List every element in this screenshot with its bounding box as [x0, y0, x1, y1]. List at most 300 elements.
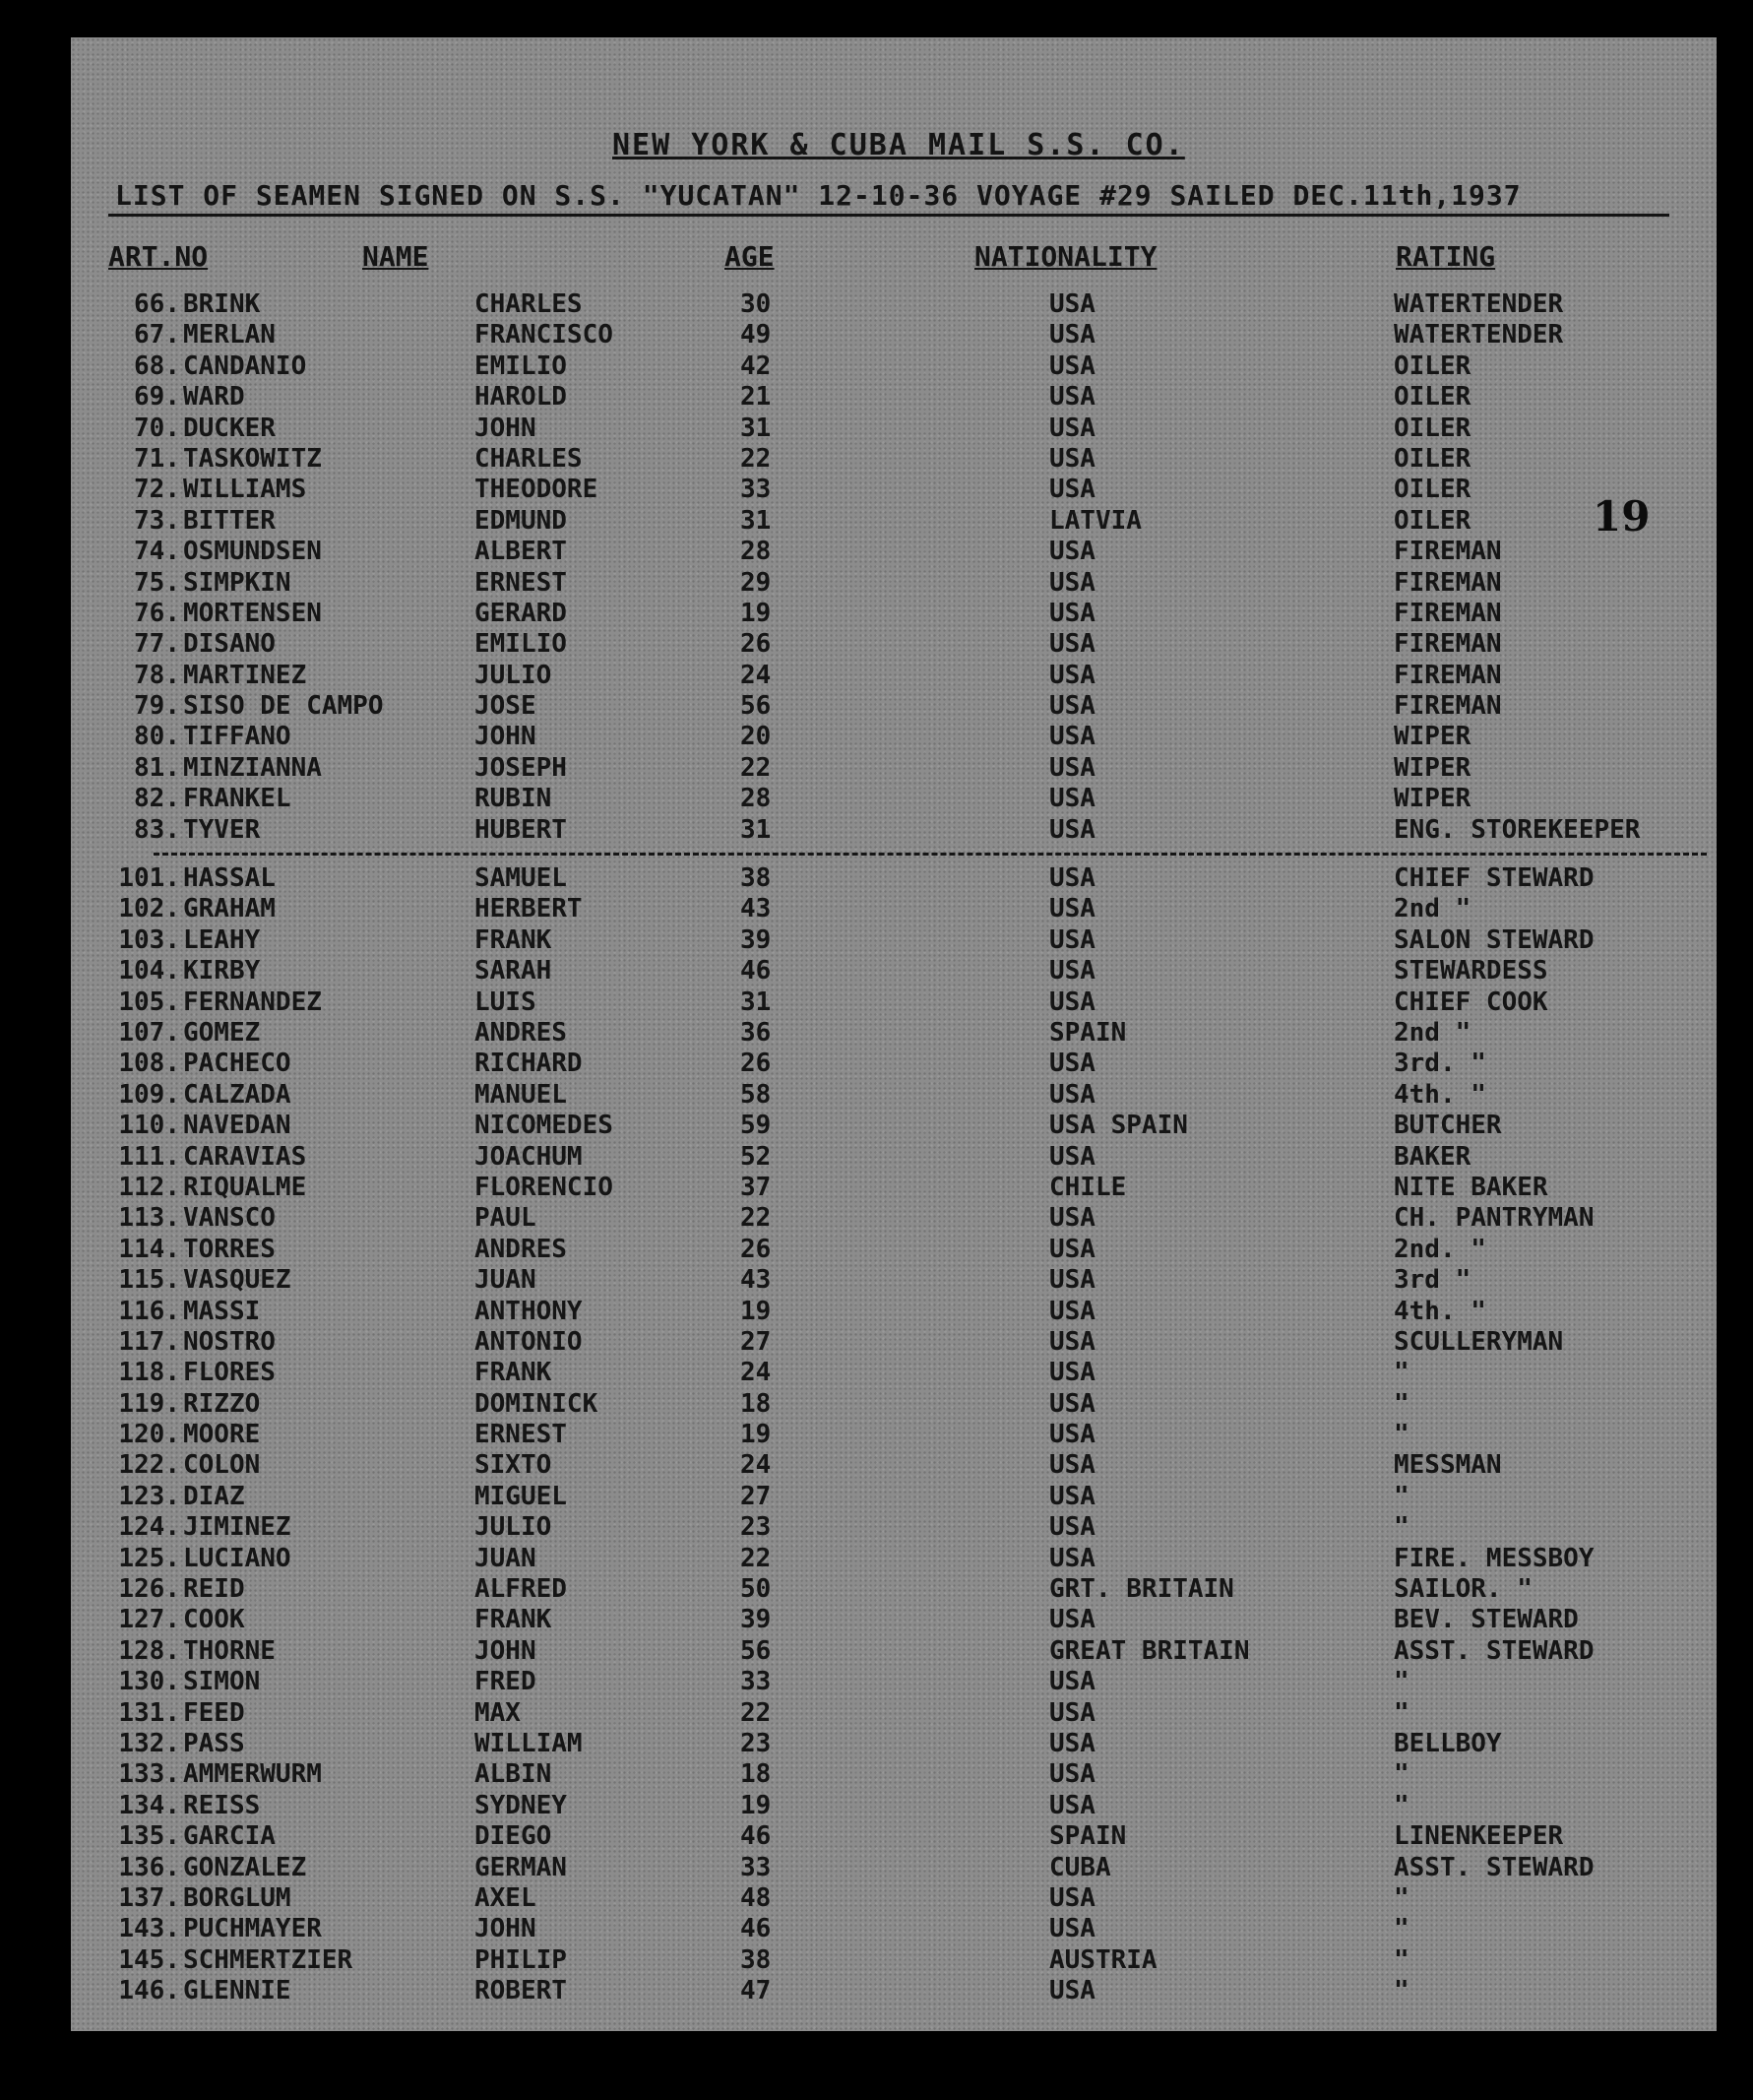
- list-row: [0, 289, 1753, 320]
- age-cell: 19: [740, 1790, 772, 1820]
- list-row: [0, 1821, 1753, 1852]
- nationality-cell: USA SPAIN: [1049, 1111, 1188, 1141]
- given-name-cell: WILLIAM: [474, 1728, 583, 1758]
- rating-cell: ": [1394, 1358, 1409, 1388]
- nationality-cell: AUSTRIA: [1049, 1944, 1158, 1975]
- nationality-cell: USA: [1049, 863, 1096, 894]
- age-cell: 33: [740, 475, 772, 505]
- nationality-cell: USA: [1049, 567, 1096, 598]
- nationality-cell: USA: [1049, 1728, 1096, 1758]
- given-name-cell: LUIS: [474, 986, 536, 1017]
- rating-cell: ": [1394, 1914, 1409, 1944]
- surname-cell: GOMEZ: [183, 1017, 261, 1048]
- art-no-cell: 67.: [134, 320, 180, 350]
- surname-cell: LEAHY: [183, 924, 261, 955]
- list-row: [0, 1018, 1753, 1049]
- col-head-age: AGE: [724, 240, 775, 273]
- surname-cell: THORNE: [183, 1635, 276, 1666]
- page-number: 19: [1593, 492, 1651, 541]
- surname-cell: SIMON: [183, 1667, 261, 1697]
- list-row: [0, 1945, 1753, 1976]
- given-name-cell: FRANK: [474, 924, 552, 955]
- nationality-cell: LATVIA: [1049, 505, 1142, 536]
- rating-cell: FIREMAN: [1394, 567, 1502, 598]
- nationality-cell: USA: [1049, 1203, 1096, 1234]
- age-cell: 50: [740, 1574, 772, 1605]
- surname-cell: GONZALEZ: [183, 1852, 307, 1882]
- rating-cell: FIREMAN: [1394, 537, 1502, 567]
- age-cell: 38: [740, 863, 772, 894]
- list-row: [0, 568, 1753, 599]
- art-no-cell: 66.: [134, 289, 180, 319]
- age-cell: 26: [740, 629, 772, 660]
- list-row: [0, 1173, 1753, 1203]
- nationality-cell: USA: [1049, 1605, 1096, 1635]
- rating-cell: 4th. ": [1394, 1296, 1486, 1326]
- rating-cell: FIREMAN: [1394, 629, 1502, 660]
- age-cell: 26: [740, 1234, 772, 1264]
- age-cell: 39: [740, 924, 772, 955]
- art-no-cell: 68.: [134, 350, 180, 381]
- nationality-cell: USA: [1049, 289, 1096, 319]
- age-cell: 58: [740, 1079, 772, 1110]
- list-row: [0, 1420, 1753, 1450]
- given-name-cell: FRANK: [474, 1605, 552, 1635]
- art-no-cell: 137.: [118, 1882, 180, 1913]
- age-cell: 56: [740, 1635, 772, 1666]
- given-name-cell: SAMUEL: [474, 863, 567, 894]
- nationality-cell: GRT. BRITAIN: [1049, 1574, 1234, 1605]
- list-row: [0, 599, 1753, 629]
- rating-cell: CHIEF COOK: [1394, 986, 1548, 1017]
- age-cell: 52: [740, 1141, 772, 1172]
- surname-cell: GRAHAM: [183, 894, 276, 924]
- list-row: [0, 1976, 1753, 2006]
- given-name-cell: JULIO: [474, 1512, 552, 1543]
- age-cell: 33: [740, 1852, 772, 1882]
- surname-cell: MERLAN: [183, 320, 276, 350]
- age-cell: 22: [740, 1697, 772, 1728]
- given-name-cell: AXEL: [474, 1882, 536, 1913]
- rating-cell: MESSMAN: [1394, 1450, 1502, 1481]
- art-no-cell: 71.: [134, 443, 180, 474]
- nationality-cell: USA: [1049, 1326, 1096, 1357]
- surname-cell: LUCIANO: [183, 1543, 291, 1573]
- rating-cell: BEV. STEWARD: [1394, 1605, 1579, 1635]
- rating-cell: ASST. STEWARD: [1394, 1635, 1595, 1666]
- surname-cell: TORRES: [183, 1234, 276, 1264]
- surname-cell: MINZIANNA: [183, 752, 322, 783]
- company-heading: NEW YORK & CUBA MAIL S.S. CO.: [612, 128, 1185, 162]
- list-row: [0, 537, 1753, 567]
- rating-cell: ": [1394, 1420, 1409, 1450]
- surname-cell: SCHMERTZIER: [183, 1944, 353, 1975]
- given-name-cell: GERARD: [474, 598, 567, 628]
- nationality-cell: GREAT BRITAIN: [1049, 1635, 1250, 1666]
- surname-cell: HASSAL: [183, 863, 276, 894]
- nationality-cell: USA: [1049, 598, 1096, 628]
- col-head-nationality: NATIONALITY: [974, 240, 1158, 273]
- art-no-cell: 126.: [118, 1574, 180, 1605]
- list-row: [0, 753, 1753, 784]
- list-row: [0, 691, 1753, 722]
- nationality-cell: USA: [1049, 413, 1096, 443]
- art-no-cell: 73.: [134, 505, 180, 536]
- list-row: [0, 475, 1753, 505]
- list-row: [0, 629, 1753, 660]
- given-name-cell: MAX: [474, 1697, 521, 1728]
- given-name-cell: SIXTO: [474, 1450, 552, 1481]
- rating-cell: WIPER: [1394, 752, 1471, 783]
- nationality-cell: USA: [1049, 1388, 1096, 1419]
- list-row: [0, 382, 1753, 413]
- list-row: [0, 1667, 1753, 1697]
- list-row: [0, 1853, 1753, 1883]
- given-name-cell: NICOMEDES: [474, 1111, 613, 1141]
- given-name-cell: JUAN: [474, 1265, 536, 1296]
- art-no-cell: 123.: [118, 1481, 180, 1511]
- nationality-cell: USA: [1049, 1450, 1096, 1481]
- given-name-cell: JOSE: [474, 691, 536, 722]
- age-cell: 42: [740, 350, 772, 381]
- art-no-cell: 79.: [134, 691, 180, 722]
- age-cell: 26: [740, 1049, 772, 1079]
- rating-cell: BAKER: [1394, 1141, 1471, 1172]
- list-row: [0, 1203, 1753, 1234]
- surname-cell: DIAZ: [183, 1481, 245, 1511]
- surname-cell: REID: [183, 1574, 245, 1605]
- art-no-cell: 136.: [118, 1852, 180, 1882]
- nationality-cell: USA: [1049, 382, 1096, 413]
- surname-cell: TASKOWITZ: [183, 443, 322, 474]
- given-name-cell: HUBERT: [474, 814, 567, 845]
- nationality-cell: USA: [1049, 1079, 1096, 1110]
- given-name-cell: ALBIN: [474, 1759, 552, 1790]
- nationality-cell: USA: [1049, 1914, 1096, 1944]
- given-name-cell: ANTHONY: [474, 1296, 583, 1326]
- rating-cell: FIREMAN: [1394, 660, 1502, 690]
- given-name-cell: DOMINICK: [474, 1388, 598, 1419]
- nationality-cell: USA: [1049, 475, 1096, 505]
- list-row: [0, 1450, 1753, 1481]
- list-row: [0, 1914, 1753, 1944]
- rating-cell: ": [1394, 1944, 1409, 1975]
- title-underline: [108, 214, 1669, 217]
- nationality-cell: USA: [1049, 814, 1096, 845]
- nationality-cell: USA: [1049, 1234, 1096, 1264]
- col-head-rating: RATING: [1396, 240, 1496, 273]
- age-cell: 46: [740, 1821, 772, 1852]
- nationality-cell: SPAIN: [1049, 1821, 1127, 1852]
- nationality-cell: USA: [1049, 956, 1096, 986]
- age-cell: 43: [740, 894, 772, 924]
- rating-cell: 3rd. ": [1394, 1049, 1486, 1079]
- list-row: [0, 1729, 1753, 1759]
- given-name-cell: ALBERT: [474, 537, 567, 567]
- rating-cell: 3rd ": [1394, 1265, 1471, 1296]
- surname-cell: CARAVIAS: [183, 1141, 307, 1172]
- art-no-cell: 120.: [118, 1420, 180, 1450]
- art-no-cell: 132.: [118, 1728, 180, 1758]
- surname-cell: BORGLUM: [183, 1882, 291, 1913]
- surname-cell: FERNANDEZ: [183, 986, 322, 1017]
- art-no-cell: 116.: [118, 1296, 180, 1326]
- art-no-cell: 101.: [118, 863, 180, 894]
- age-cell: 30: [740, 289, 772, 319]
- given-name-cell: JOACHUM: [474, 1141, 583, 1172]
- age-cell: 59: [740, 1111, 772, 1141]
- given-name-cell: EDMUND: [474, 505, 567, 536]
- rating-cell: SAILOR. ": [1394, 1574, 1533, 1605]
- rating-cell: 2nd. ": [1394, 1234, 1486, 1264]
- list-row: [0, 1512, 1753, 1543]
- age-cell: 36: [740, 1017, 772, 1048]
- surname-cell: RIZZO: [183, 1388, 261, 1419]
- age-cell: 49: [740, 320, 772, 350]
- nationality-cell: USA: [1049, 1667, 1096, 1697]
- list-row: [0, 414, 1753, 444]
- rating-cell: OILER: [1394, 382, 1471, 413]
- art-no-cell: 83.: [134, 814, 180, 845]
- rating-cell: CH. PANTRYMAN: [1394, 1203, 1595, 1234]
- age-cell: 24: [740, 660, 772, 690]
- list-row: [0, 1080, 1753, 1111]
- nationality-cell: USA: [1049, 1512, 1096, 1543]
- art-no-cell: 124.: [118, 1512, 180, 1543]
- col-head-name: NAME: [362, 240, 429, 273]
- nationality-cell: USA: [1049, 1358, 1096, 1388]
- rating-cell: LINENKEEPER: [1394, 1821, 1564, 1852]
- given-name-cell: GERMAN: [474, 1852, 567, 1882]
- rating-cell: WIPER: [1394, 784, 1471, 814]
- rating-cell: OILER: [1394, 350, 1471, 381]
- surname-cell: VANSCO: [183, 1203, 276, 1234]
- list-row: [0, 815, 1753, 846]
- surname-cell: DISANO: [183, 629, 276, 660]
- art-no-cell: 75.: [134, 567, 180, 598]
- given-name-cell: MIGUEL: [474, 1481, 567, 1511]
- art-no-cell: 118.: [118, 1358, 180, 1388]
- given-name-cell: JOHN: [474, 722, 536, 752]
- rating-cell: ASST. STEWARD: [1394, 1852, 1595, 1882]
- art-no-cell: 81.: [134, 752, 180, 783]
- rating-cell: 2nd ": [1394, 894, 1471, 924]
- age-cell: 22: [740, 1203, 772, 1234]
- surname-cell: FRANKEL: [183, 784, 291, 814]
- list-row: [0, 1883, 1753, 1914]
- list-row: [0, 1389, 1753, 1420]
- list-row: [0, 1574, 1753, 1605]
- given-name-cell: HAROLD: [474, 382, 567, 413]
- rating-cell: OILER: [1394, 505, 1471, 536]
- age-cell: 56: [740, 691, 772, 722]
- rating-cell: WATERTENDER: [1394, 289, 1564, 319]
- list-row: [0, 863, 1753, 894]
- surname-cell: RIQUALME: [183, 1172, 307, 1202]
- surname-cell: WILLIAMS: [183, 475, 307, 505]
- art-no-cell: 108.: [118, 1049, 180, 1079]
- list-row: [0, 1759, 1753, 1790]
- nationality-cell: USA: [1049, 1265, 1096, 1296]
- art-no-cell: 104.: [118, 956, 180, 986]
- nationality-cell: USA: [1049, 629, 1096, 660]
- nationality-cell: SPAIN: [1049, 1017, 1127, 1048]
- art-no-cell: 134.: [118, 1790, 180, 1820]
- nationality-cell: USA: [1049, 1141, 1096, 1172]
- given-name-cell: EMILIO: [474, 629, 567, 660]
- age-cell: 38: [740, 1944, 772, 1975]
- rating-cell: FIREMAN: [1394, 691, 1502, 722]
- age-cell: 37: [740, 1172, 772, 1202]
- art-no-cell: 127.: [118, 1605, 180, 1635]
- list-title: LIST OF SEAMEN SIGNED ON S.S. "YUCATAN" 12-10-36 VOYAGE #29 SAILED DEC.11th,1937: [115, 179, 1522, 212]
- rating-cell: BUTCHER: [1394, 1111, 1502, 1141]
- surname-cell: FLORES: [183, 1358, 276, 1388]
- list-row: [0, 1265, 1753, 1296]
- list-row: [0, 956, 1753, 986]
- rating-cell: OILER: [1394, 475, 1471, 505]
- age-cell: 22: [740, 443, 772, 474]
- age-cell: 31: [740, 505, 772, 536]
- rating-cell: BELLBOY: [1394, 1728, 1502, 1758]
- art-no-cell: 115.: [118, 1265, 180, 1296]
- age-cell: 29: [740, 567, 772, 598]
- given-name-cell: ERNEST: [474, 567, 567, 598]
- list-row: [0, 1142, 1753, 1173]
- surname-cell: DUCKER: [183, 413, 276, 443]
- list-row: [0, 1235, 1753, 1265]
- surname-cell: COOK: [183, 1605, 245, 1635]
- age-cell: 20: [740, 722, 772, 752]
- rating-cell: ENG. STOREKEEPER: [1394, 814, 1641, 845]
- surname-cell: MARTINEZ: [183, 660, 307, 690]
- art-no-cell: 143.: [118, 1914, 180, 1944]
- art-no-cell: 109.: [118, 1079, 180, 1110]
- nationality-cell: USA: [1049, 784, 1096, 814]
- art-no-cell: 103.: [118, 924, 180, 955]
- age-cell: 18: [740, 1759, 772, 1790]
- surname-cell: OSMUNDSEN: [183, 537, 322, 567]
- age-cell: 47: [740, 1976, 772, 2006]
- rating-cell: WATERTENDER: [1394, 320, 1564, 350]
- given-name-cell: ANTONIO: [474, 1326, 583, 1357]
- nationality-cell: CHILE: [1049, 1172, 1127, 1202]
- list-row: [0, 1297, 1753, 1327]
- given-name-cell: JUAN: [474, 1543, 536, 1573]
- given-name-cell: CHARLES: [474, 443, 583, 474]
- age-cell: 19: [740, 1296, 772, 1326]
- art-no-cell: 69.: [134, 382, 180, 413]
- art-no-cell: 80.: [134, 722, 180, 752]
- nationality-cell: USA: [1049, 1697, 1096, 1728]
- surname-cell: SIMPKIN: [183, 567, 291, 598]
- given-name-cell: RICHARD: [474, 1049, 583, 1079]
- list-row: [0, 987, 1753, 1018]
- given-name-cell: ANDRES: [474, 1017, 567, 1048]
- art-no-cell: 113.: [118, 1203, 180, 1234]
- given-name-cell: HERBERT: [474, 894, 583, 924]
- rating-cell: ": [1394, 1790, 1409, 1820]
- given-name-cell: ERNEST: [474, 1420, 567, 1450]
- list-row: [0, 506, 1753, 537]
- art-no-cell: 146.: [118, 1976, 180, 2006]
- list-row: [0, 894, 1753, 924]
- given-name-cell: JOSEPH: [474, 752, 567, 783]
- surname-cell: CANDANIO: [183, 350, 307, 381]
- given-name-cell: JULIO: [474, 660, 552, 690]
- art-no-cell: 122.: [118, 1450, 180, 1481]
- given-name-cell: THEODORE: [474, 475, 598, 505]
- rating-cell: WIPER: [1394, 722, 1471, 752]
- age-cell: 21: [740, 382, 772, 413]
- list-row: [0, 1049, 1753, 1079]
- list-row: [0, 722, 1753, 752]
- rating-cell: SCULLERYMAN: [1394, 1326, 1564, 1357]
- art-no-cell: 107.: [118, 1017, 180, 1048]
- art-no-cell: 125.: [118, 1543, 180, 1573]
- age-cell: 31: [740, 413, 772, 443]
- surname-cell: PUCHMAYER: [183, 1914, 322, 1944]
- list-row: [0, 444, 1753, 475]
- surname-cell: KIRBY: [183, 956, 261, 986]
- art-no-cell: 77.: [134, 629, 180, 660]
- surname-cell: MOORE: [183, 1420, 261, 1450]
- given-name-cell: CHARLES: [474, 289, 583, 319]
- age-cell: 22: [740, 752, 772, 783]
- rating-cell: ": [1394, 1512, 1409, 1543]
- age-cell: 31: [740, 814, 772, 845]
- art-no-cell: 72.: [134, 475, 180, 505]
- nationality-cell: USA: [1049, 1296, 1096, 1326]
- art-no-cell: 70.: [134, 413, 180, 443]
- age-cell: 46: [740, 956, 772, 986]
- surname-cell: MORTENSEN: [183, 598, 322, 628]
- given-name-cell: ANDRES: [474, 1234, 567, 1264]
- age-cell: 39: [740, 1605, 772, 1635]
- nationality-cell: USA: [1049, 986, 1096, 1017]
- rating-cell: 4th. ": [1394, 1079, 1486, 1110]
- art-no-cell: 74.: [134, 537, 180, 567]
- age-cell: 22: [740, 1543, 772, 1573]
- rating-cell: FIREMAN: [1394, 598, 1502, 628]
- list-row: [0, 1698, 1753, 1729]
- surname-cell: AMMERWURM: [183, 1759, 322, 1790]
- nationality-cell: USA: [1049, 660, 1096, 690]
- art-no-cell: 111.: [118, 1141, 180, 1172]
- list-row: [0, 1791, 1753, 1821]
- surname-cell: PASS: [183, 1728, 245, 1758]
- rating-cell: CHIEF STEWARD: [1394, 863, 1595, 894]
- nationality-cell: USA: [1049, 1976, 1096, 2006]
- art-no-cell: 117.: [118, 1326, 180, 1357]
- given-name-cell: MANUEL: [474, 1079, 567, 1110]
- rating-cell: OILER: [1394, 443, 1471, 474]
- col-head-art-no: ART.NO: [108, 240, 209, 273]
- art-no-cell: 102.: [118, 894, 180, 924]
- age-cell: 23: [740, 1728, 772, 1758]
- rating-cell: ": [1394, 1697, 1409, 1728]
- surname-cell: PACHECO: [183, 1049, 291, 1079]
- age-cell: 19: [740, 598, 772, 628]
- age-cell: 24: [740, 1358, 772, 1388]
- art-no-cell: 119.: [118, 1388, 180, 1419]
- art-no-cell: 131.: [118, 1697, 180, 1728]
- age-cell: 46: [740, 1914, 772, 1944]
- list-row: [0, 1358, 1753, 1388]
- art-no-cell: 130.: [118, 1667, 180, 1697]
- given-name-cell: ROBERT: [474, 1976, 567, 2006]
- given-name-cell: FRANCISCO: [474, 320, 613, 350]
